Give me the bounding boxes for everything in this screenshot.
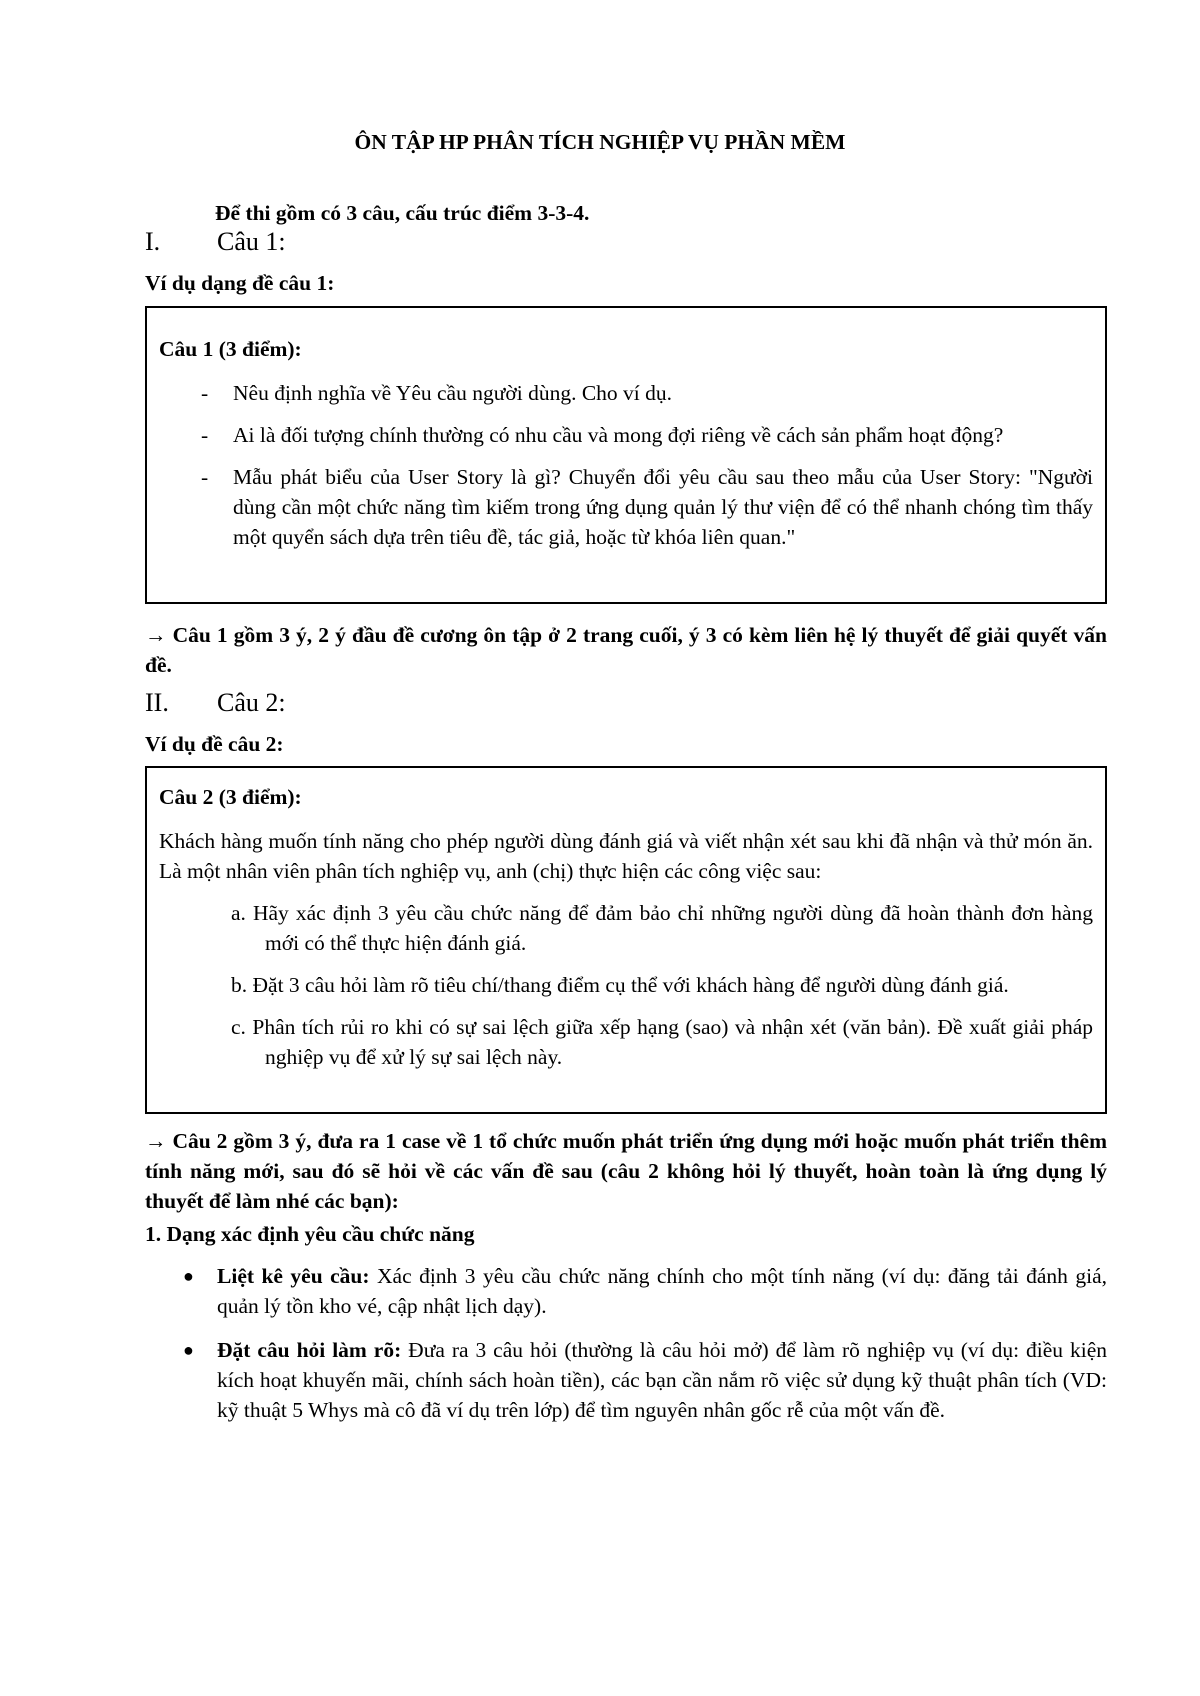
section-2-heading bbox=[145, 687, 286, 719]
question-1-box bbox=[145, 306, 1107, 604]
list-item: - Nêu định nghĩa về Yêu cầu người dùng. Cho ví dụ. bbox=[201, 378, 1093, 408]
question-1-title: Câu 1 (3 điểm): bbox=[159, 337, 302, 361]
section-2-example-label: Ví dụ đề câu 2: bbox=[145, 732, 284, 756]
section-1-example-label: Ví dụ dạng đề câu 1: bbox=[145, 271, 335, 295]
dash-marker: - bbox=[201, 381, 209, 405]
list-item: b. Đặt 3 câu hỏi làm rõ tiêu chí/thang điểm cụ thể với khách hàng để người dùng đánh giá. bbox=[231, 973, 1009, 997]
section-1-number: I. bbox=[145, 227, 161, 256]
list-item bbox=[145, 1261, 1107, 1321]
bullet-lead: Liệt kê yêu cầu: bbox=[217, 1264, 370, 1288]
page-title: ÔN TẬP HP PHÂN TÍCH NGHIỆP VỤ PHẦN MỀM bbox=[354, 130, 846, 154]
section-1-heading bbox=[145, 226, 286, 258]
question-2-items bbox=[159, 898, 1093, 1072]
exam-structure-note: Để thi gồm có 3 câu, cấu trúc điểm 3-3-4. bbox=[215, 201, 590, 225]
question-1-items bbox=[159, 378, 1093, 552]
dash-marker: - bbox=[201, 465, 209, 489]
section-2-note: → Câu 2 gồm 3 ý, đưa ra 1 case về 1 tổ chức muốn phát triển ứng dụng mới hoặc muốn phát triển thêm tính năng mới, sau đó sẽ hỏi về các vấn đề sau (câu 2 không hỏi lý thuyết, hoàn toàn là ứng dụng lý thuyết để làm nhé các bạn): bbox=[145, 1129, 1107, 1213]
list-item: c. Phân tích rủi ro khi có sự sai lệch giữa xếp hạng (sao) và nhận xét (văn bản). Đề xuất giải pháp nghiệp vụ để xử lý sự sai lệch này. bbox=[231, 1015, 1093, 1069]
bullet-icon: ● bbox=[183, 1266, 194, 1286]
list-item: a. Hãy xác định 3 yêu cầu chức năng để đảm bảo chỉ những người dùng đã hoàn thành đơn hàng mới có thể thực hiện đánh giá. bbox=[231, 901, 1093, 955]
question-2-intro: Khách hàng muốn tính năng cho phép người dùng đánh giá và viết nhận xét sau khi đã nhận và thử món ăn. Là một nhân viên phân tích nghiệp vụ, anh (chị) thực hiện các công việc sau: bbox=[159, 829, 1093, 883]
list-item: - Ai là đối tượng chính thường có nhu cầu và mong đợi riêng về cách sản phẩm hoạt động? bbox=[201, 420, 1093, 450]
list-item bbox=[145, 1335, 1107, 1425]
list-item: - Mẫu phát biểu của User Story là gì? Chuyển đổi yêu cầu sau theo mẫu của User Story: "Người dùng cần một chức năng tìm kiếm trong ứng dụng quản lý thư viện để có thể nhanh chóng tìm thấy một quyển sách dựa trên tiêu đề, tác giả, hoặc từ khóa liên quan." bbox=[201, 462, 1093, 552]
bullet-icon: ● bbox=[183, 1340, 194, 1360]
question-2-title: Câu 2 (3 điểm): bbox=[159, 785, 302, 809]
section-1-title: Câu 1: bbox=[217, 227, 286, 256]
section-2-title: Câu 2: bbox=[217, 688, 286, 717]
section-2-number: II. bbox=[145, 688, 169, 717]
functional-requirements-heading: 1. Dạng xác định yêu cầu chức năng bbox=[145, 1222, 475, 1246]
bullet-text: Xác định 3 yêu cầu chức năng chính cho một tính năng (ví dụ: đăng tải đánh giá, quản lý tồn kho vé, cập nhật lịch dạy). bbox=[217, 1264, 1108, 1318]
dash-marker: - bbox=[201, 423, 209, 447]
bullet-text: Đưa ra 3 câu hỏi (thường là câu hỏi mở) để làm rõ nghiệp vụ (ví dụ: điều kiện kích hoạt khuyến mãi, chính sách hoàn tiền), các bạn cần nắm rõ việc sử dụng kỹ thuật phân tích (VD: kỹ thuật 5 Whys mà cô đã ví dụ trên lớp) để tìm nguyên nhân gốc rễ của một vấn đề. bbox=[217, 1338, 1107, 1422]
functional-requirements-list bbox=[145, 1261, 1107, 1439]
bullet-lead: Đặt câu hỏi làm rõ: bbox=[217, 1338, 402, 1362]
section-1-note: → Câu 1 gồm 3 ý, 2 ý đầu đề cương ôn tập ở 2 trang cuối, ý 3 có kèm liên hệ lý thuyết để giải quyết vấn đề. bbox=[145, 623, 1107, 677]
question-2-box bbox=[145, 766, 1107, 1114]
